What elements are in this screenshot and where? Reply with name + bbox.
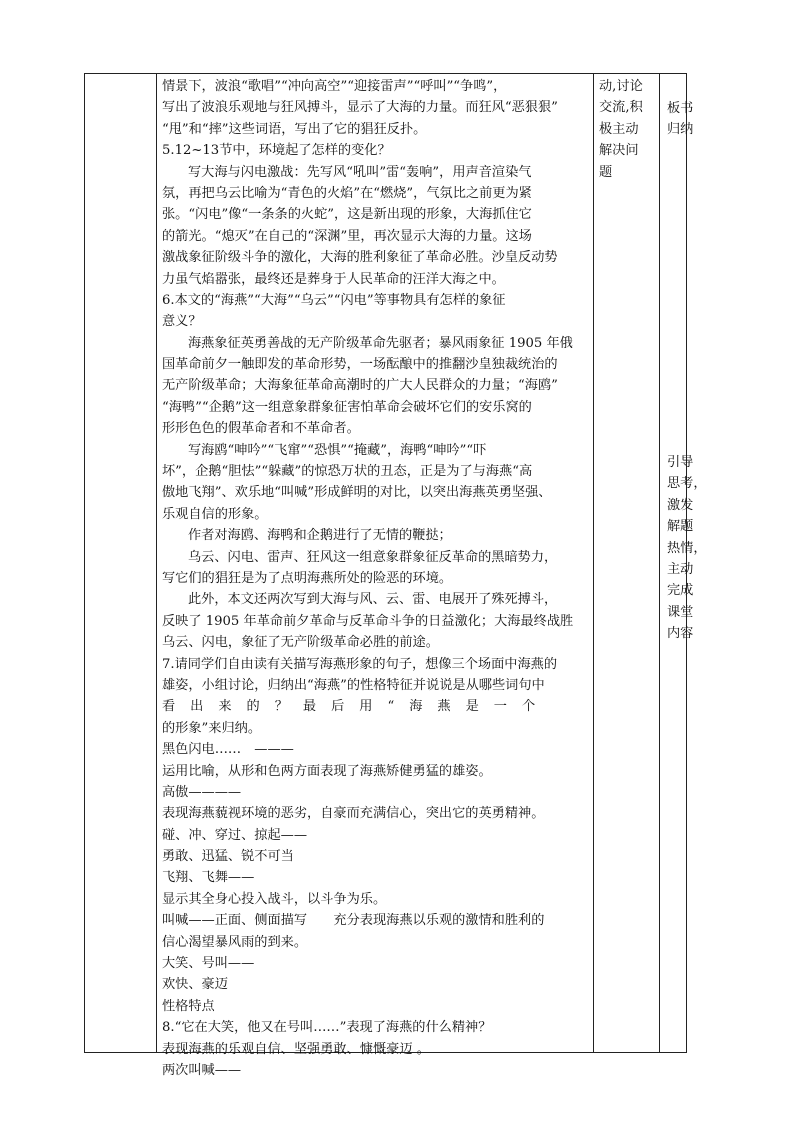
text-line: 氛，再把乌云比喻为“青色的火焰”在“燃烧”，气氛比之前更为紧 bbox=[162, 185, 532, 201]
note-guidance bbox=[667, 452, 707, 645]
text-line: 海燕象征英勇善战的无产阶级革命先驱者；暴风雨象征 1905 年俄 bbox=[188, 335, 573, 351]
teaching-content-cell bbox=[162, 74, 592, 1078]
text-line: 国革命前夕一触即发的革命形势，一场酝酿中的推翻沙皇独裁统治的 bbox=[162, 357, 558, 373]
text-line: 碰、冲、穿过、掠起—— bbox=[162, 827, 308, 843]
text-line: 激战象征阶级斗争的激化，大海的胜利象征了革命必胜。沙皇反动势 bbox=[162, 250, 558, 266]
text-line: 6.本文的“海燕”“大海”“乌云”“闪电”等事物具有怎样的象征 bbox=[162, 292, 506, 308]
text-line: 5.12~13节中，环境起了怎样的变化？ bbox=[162, 143, 391, 159]
text-line: 乐观自信的形象。 bbox=[162, 506, 268, 522]
text-line: 7.请同学们自由读有关描写海燕形象的句子，想像三个场面中海燕的 bbox=[162, 656, 558, 672]
text-line: 归纳 bbox=[667, 122, 694, 138]
text-line: 显示其全身心投入战斗，以斗争为乐。 bbox=[162, 891, 387, 907]
text-line: “甩”和“摔”这些词语，写出了它的猖狂反扑。 bbox=[162, 121, 427, 137]
text-line: 解决问 bbox=[599, 143, 639, 159]
column-divider bbox=[593, 74, 594, 1052]
text-line: 乌云、闪电、雷声、狂风这一组意象群象征反革命的黑暗势力， bbox=[188, 549, 558, 565]
text-line: 激发 bbox=[667, 497, 694, 513]
text-line: 勇敢、迅猛、锐不可当 bbox=[162, 849, 294, 865]
text-line: 叫喊——正面、侧面描写 充分表现海燕以乐观的激情和胜利的 bbox=[162, 913, 545, 929]
text-line: 课堂 bbox=[667, 604, 694, 620]
text-line: 引导 bbox=[667, 455, 694, 470]
text-line: 的箭光。“熄灭”在自己的“深渊”里，再次显示大海的力量。这场 bbox=[162, 228, 532, 244]
column-divider bbox=[156, 74, 157, 1052]
text-line: 写它们的猖狂是为了点明海燕所处的险恶的环境。 bbox=[162, 570, 453, 586]
text-line: 运用比喻，从形和色两方面表现了海燕矫健勇猛的雄姿。 bbox=[162, 763, 492, 779]
text-line: 思考， bbox=[667, 476, 707, 492]
text-line: 意义？ bbox=[162, 314, 202, 330]
text-line: 的形象”来归纳。 bbox=[162, 720, 262, 736]
teaching-method-cell bbox=[599, 74, 657, 1052]
text-line: 8.“它在大笑，他又在号叫……”表现了海燕的什么精神？ bbox=[162, 1020, 492, 1036]
text-line: 雄姿，小组讨论，归纳出“海燕”的性格特征并说说是从哪些词句中 bbox=[162, 677, 545, 693]
text-line: 坏”，企鹅“胆怯”“躲藏”的惊恐万状的丑态，正是为了与海燕“高 bbox=[162, 464, 533, 480]
text-line: 乌云、闪电，象征了无产阶级革命必胜的前途。 bbox=[162, 635, 439, 651]
lesson-plan-table bbox=[84, 73, 707, 1078]
text-line: “海鸭”“企鹅”这一组意象群象征害怕革命会破坏它们的安乐窝的 bbox=[162, 399, 532, 415]
note-board-summary bbox=[667, 98, 693, 141]
text-line: 题 bbox=[599, 164, 613, 180]
text-line: 形形色色的假革命者和不革命者。 bbox=[162, 421, 360, 437]
text-line: 解题 bbox=[667, 519, 694, 535]
text-line: 情景下，波浪“歌唱”“冲向高空”“迎接雷声”“呼叫”“争鸣”， bbox=[162, 79, 507, 94]
text-line: 主动 bbox=[667, 561, 694, 577]
text-line: 交流,积 bbox=[599, 100, 643, 116]
text-line: 写大海与闪电激战：先写风“吼叫”雷“轰响”，用声音渲染气 bbox=[188, 164, 532, 180]
text-line: 热情， bbox=[667, 540, 707, 556]
text-line: 傲地飞翔”、欢乐地“叫喊”形成鲜明的对比，以突出海燕英勇坚强、 bbox=[162, 485, 552, 501]
text-line: 张。“闪电”像“一条条的火蛇”，这是新出现的形象，大海抓住它 bbox=[162, 207, 532, 223]
text-line: 表现海燕藐视环境的恶劣，自豪而充满信心，突出它的英勇精神。 bbox=[162, 806, 545, 822]
column-divider bbox=[659, 74, 660, 1052]
text-line: 高傲———— bbox=[162, 784, 242, 800]
text-line: 飞翔、飞舞—— bbox=[162, 870, 255, 886]
text-line: 无产阶级革命；大海象征革命高潮时的广大人民群众的力量；“海鸥” bbox=[162, 378, 558, 394]
text-line: 此外，本文还两次写到大海与风、云、雷、电展开了殊死搏斗， bbox=[188, 592, 558, 608]
text-line: 反映了 1905 年革命前夕革命与反革命斗争的日益激化；大海最终战胜 bbox=[162, 613, 574, 629]
text-line: 表现海燕的乐观自信、坚强勇敢、慷慨豪迈 。 bbox=[162, 1041, 430, 1057]
text-line: 完成 bbox=[667, 583, 694, 599]
design-intent-cell bbox=[667, 74, 707, 1052]
text-line: 看出来的？最后用“海燕是一个 bbox=[162, 699, 551, 715]
text-line: 黑色闪电…… ——— bbox=[162, 742, 294, 758]
text-line: 力虽气焰嚣张，最终还是葬身于人民革命的汪洋大海之中。 bbox=[162, 271, 505, 287]
text-line: 写海鸥“呻吟”“飞窜”“恐惧”“掩藏”，海鸭“呻吟”“吓 bbox=[188, 442, 487, 458]
text-line: 性格特点 bbox=[162, 998, 215, 1014]
text-line: 写出了波浪乐观地与狂风搏斗，显示了大海的力量。而狂风“恶狠狠” bbox=[162, 100, 558, 116]
text-line: 板书 bbox=[667, 101, 694, 116]
text-line: 欢快、豪迈 bbox=[162, 977, 228, 993]
text-line: 极主动 bbox=[599, 121, 639, 137]
text-line: 信心渴望暴风雨的到来。 bbox=[162, 934, 308, 950]
text-line: 内容 bbox=[667, 626, 694, 642]
text-line: 大笑、号叫—— bbox=[162, 956, 255, 972]
text-line: 动,讨论 bbox=[599, 79, 643, 94]
text-line: 作者对海鸥、海鸭和企鹅进行了无情的鞭挞； bbox=[188, 528, 452, 544]
text-line: 两次叫喊—— bbox=[162, 1062, 242, 1078]
